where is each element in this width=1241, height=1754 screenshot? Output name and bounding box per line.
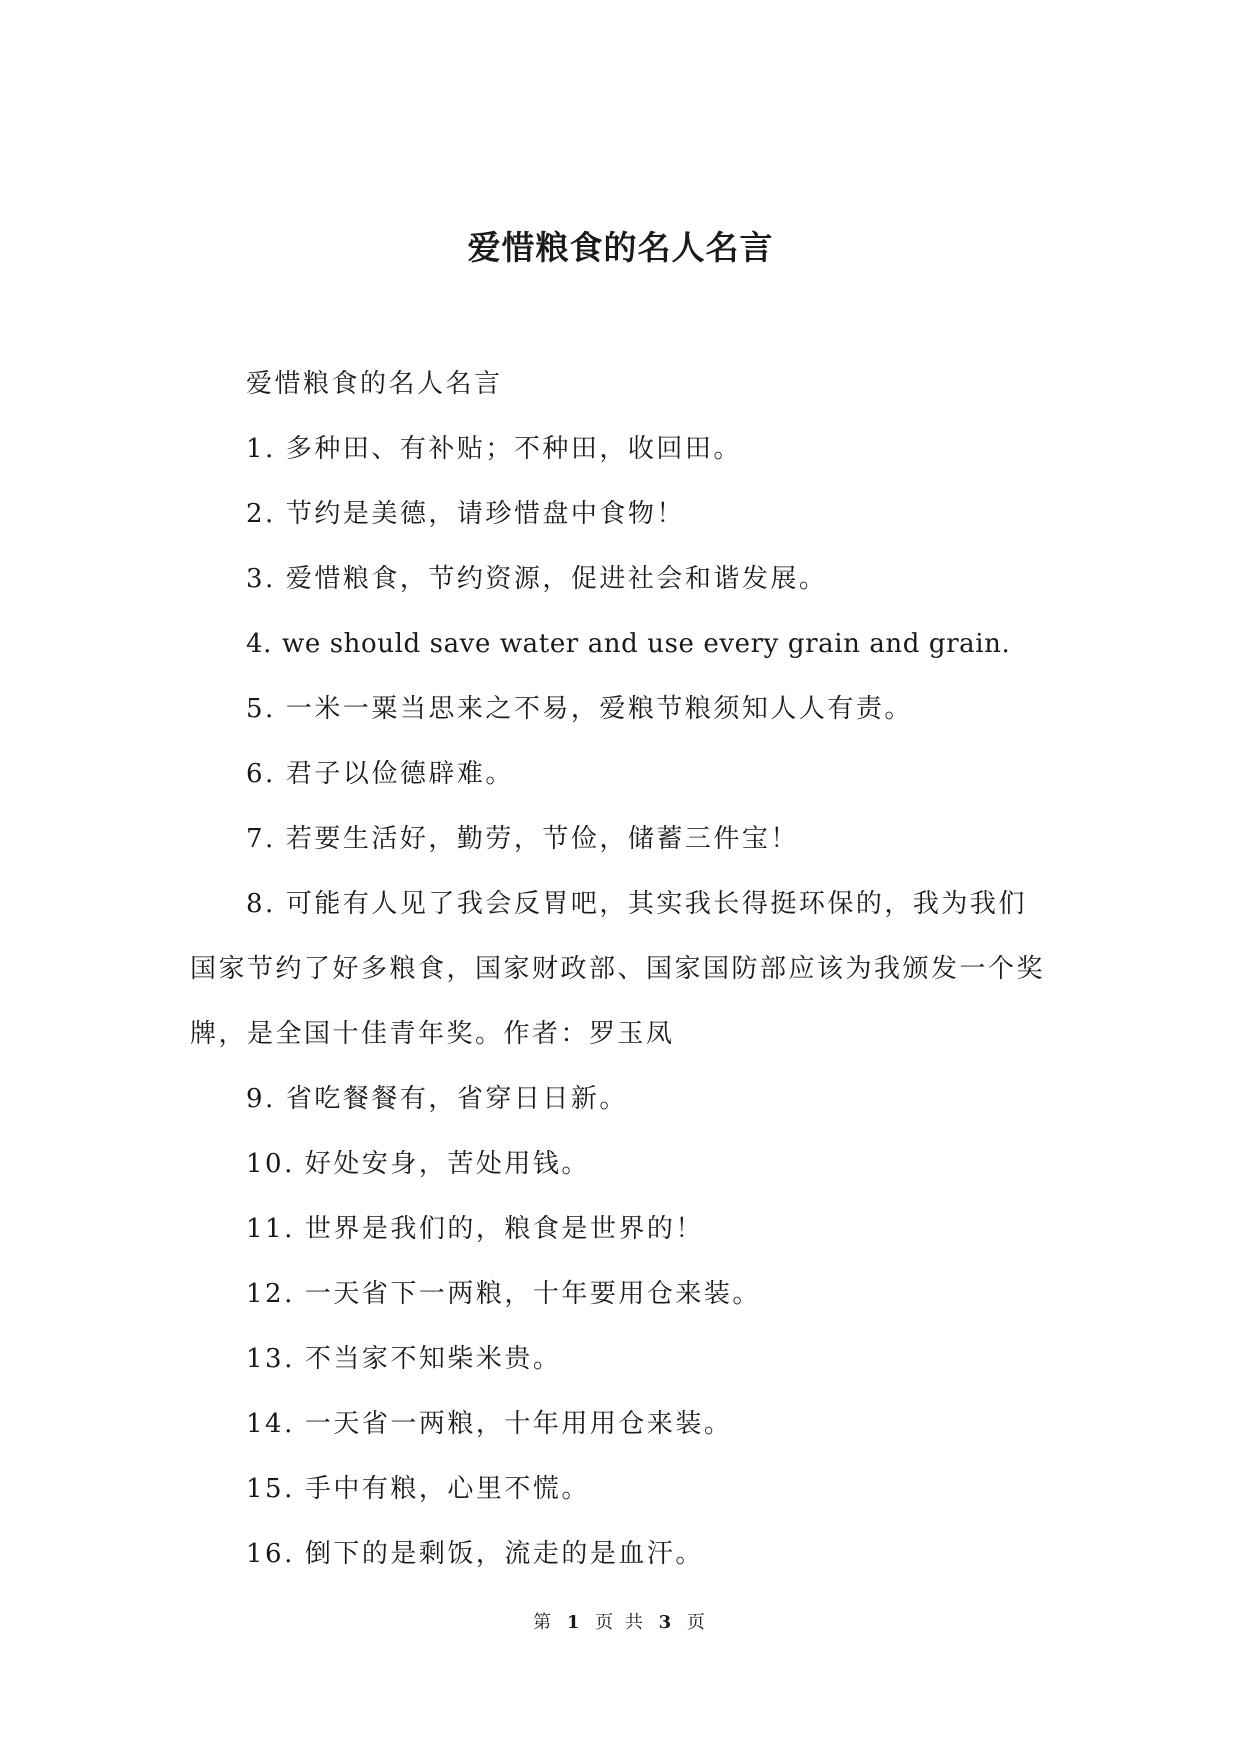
item-number: 4. (246, 629, 273, 659)
item-text: 可能有人见了我会反胃吧，其实我长得挺环保的，我为我们国家节约了好多粮食，国家财政部、国家国防部应该为我颁发一个奖牌，是全国十佳青年奖。作者：罗玉凤 (190, 889, 1046, 1049)
current-page-number: 1 (566, 1612, 583, 1633)
item-text: 一米一粟当思来之不易，爱粮节粮须知人人有责。 (285, 694, 913, 724)
item-text: 好处安身，苦处用钱。 (304, 1149, 590, 1179)
list-item (190, 1132, 1053, 1197)
list-item (190, 1522, 1053, 1587)
page-title: 爱惜粮食的名人名言 (467, 228, 774, 267)
list-item (190, 1262, 1053, 1327)
item-number: 5. (246, 694, 276, 724)
item-text: 多种田、有补贴；不种田，收回田。 (285, 434, 742, 464)
item-text: 爱惜粮食，节约资源，促进社会和谐发展。 (285, 564, 828, 594)
item-number: 1. (246, 434, 276, 464)
item-number: 8. (246, 889, 276, 919)
item-number: 15. (246, 1474, 295, 1504)
item-text: 君子以俭德辟难。 (285, 759, 514, 789)
item-number: 13. (246, 1344, 295, 1374)
item-number: 9. (246, 1084, 276, 1114)
footer-suffix: 页 (686, 1612, 708, 1633)
total-page-count: 3 (658, 1612, 675, 1633)
item-number: 12. (246, 1279, 295, 1309)
item-text: 不当家不知柴米贵。 (304, 1344, 562, 1374)
list-item (190, 1067, 1053, 1132)
item-text: we should save water and use every grain and grain. (282, 629, 1011, 659)
item-text: 一天省一两粮，十年用用仓来装。 (304, 1409, 733, 1439)
item-number: 14. (246, 1409, 295, 1439)
list-item (190, 1392, 1053, 1457)
item-number: 16. (246, 1539, 295, 1569)
list-item (190, 807, 1053, 872)
list-item (190, 547, 1053, 612)
item-number: 3. (246, 564, 276, 594)
footer-prefix: 第 (533, 1612, 555, 1633)
list-item (190, 612, 1053, 677)
item-text: 世界是我们的，粮食是世界的！ (304, 1214, 704, 1244)
list-item (190, 1327, 1053, 1392)
list-item (190, 482, 1053, 547)
document-body (190, 352, 1053, 1587)
intro-paragraph: 爱惜粮食的名人名言 (246, 369, 503, 399)
list-item (190, 1197, 1053, 1262)
item-text: 倒下的是剩饭，流走的是血汗。 (304, 1539, 704, 1569)
item-number: 7. (246, 824, 276, 854)
page-footer (0, 1608, 1241, 1634)
item-text: 省吃餐餐有，省穿日日新。 (285, 1084, 628, 1114)
item-text: 节约是美德，请珍惜盘中食物！ (285, 499, 685, 529)
item-number: 10. (246, 1149, 295, 1179)
item-number: 6. (246, 759, 276, 789)
list-item (190, 417, 1053, 482)
item-number: 11. (246, 1214, 295, 1244)
list-item (190, 1457, 1053, 1522)
list-item (190, 872, 1053, 1067)
list-item (190, 677, 1053, 742)
item-text: 手中有粮，心里不慌。 (304, 1474, 590, 1504)
item-text: 若要生活好，勤劳，节俭，储蓄三件宝！ (285, 824, 799, 854)
item-number: 2. (246, 499, 276, 529)
list-item (190, 742, 1053, 807)
item-text: 一天省下一两粮，十年要用仓来装。 (304, 1279, 761, 1309)
footer-middle: 页 共 (595, 1612, 646, 1633)
